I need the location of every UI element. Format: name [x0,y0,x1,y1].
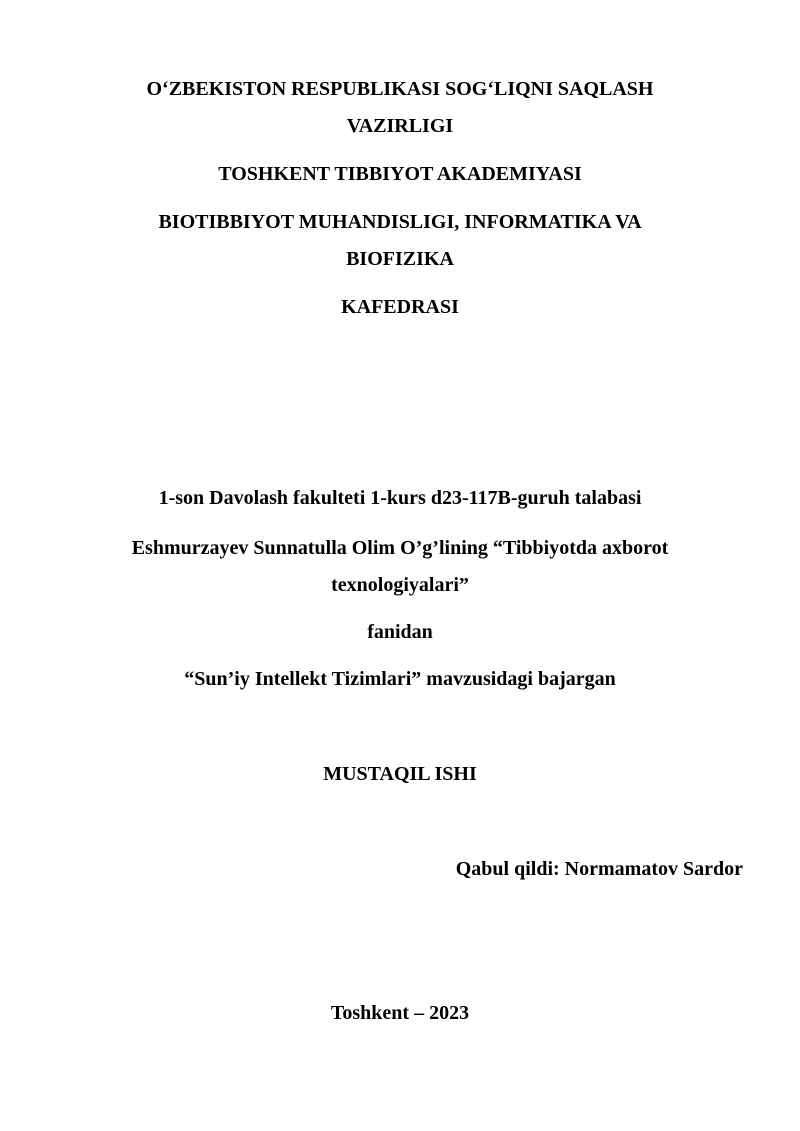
student-name-line2: texnologiyalari” [331,574,469,596]
ministry-title-line2: VAZIRLIGI [346,115,454,137]
ministry-title-line1: O‘ZBEKISTON RESPUBLIKASI SOG‘LIQNI SAQLASH [146,78,654,100]
academy-title: TOSHKENT TIBBIYOT AKADEMIYASI [218,163,582,185]
department-title-line3: KAFEDRASI [341,296,459,318]
subject-suffix: fanidan [367,621,433,643]
topic-line: “Sun’iy Intellekt Tizimlari” mavzusidagi bajargan [184,668,616,690]
student-group-line: 1-son Davolash fakulteti 1-kurs d23-117B-guruh talabasi [158,487,642,509]
department-title-line1: BIOTIBBIYOT MUHANDISLIGI, INFORMATIKA VA [158,211,642,233]
department-title-line2: BIOFIZIKA [346,248,454,270]
student-name-line1: Eshmurzayev Sunnatulla Olim O’g’lining “Tibbiyotda axborot [131,537,669,559]
city-year-footer: Toshkent – 2023 [330,1002,470,1024]
work-type-title: MUSTAQIL ISHI [323,763,477,785]
accepted-by-line: Qabul qildi: Normamatov Sardor [455,858,743,880]
